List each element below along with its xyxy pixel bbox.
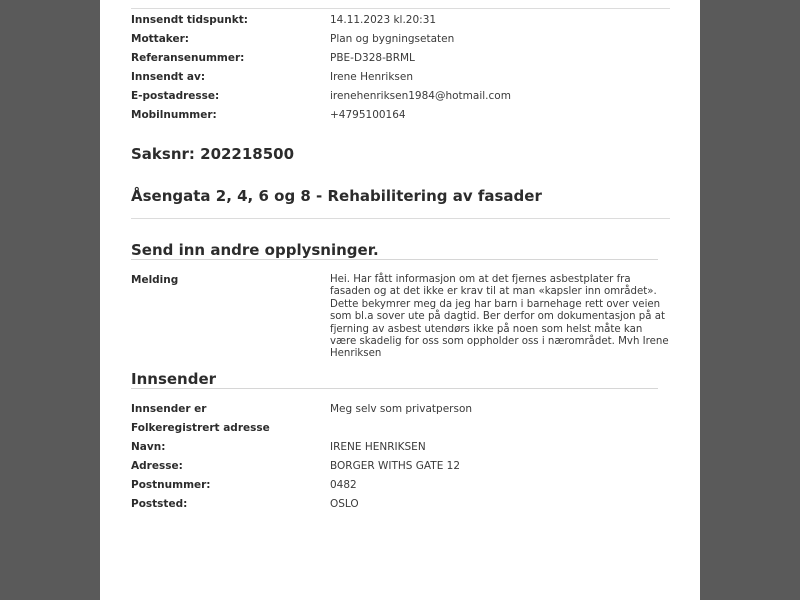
case-title: Åsengata 2, 4, 6 og 8 - Rehabilitering av fasader xyxy=(131,187,542,205)
section-title-sender: Innsender xyxy=(131,370,217,388)
meta-value: Irene Henriksen xyxy=(330,71,414,83)
meta-label: Referansenummer: xyxy=(131,52,245,64)
sender-label: Innsender er xyxy=(131,403,207,415)
section-underline xyxy=(131,259,658,260)
meta-value: 14.11.2023 kl.20:31 xyxy=(330,14,437,26)
meta-value: +4795100164 xyxy=(330,109,406,121)
sender-label: Postnummer: xyxy=(131,479,211,491)
top-divider xyxy=(131,8,670,9)
meta-label: Innsendt av: xyxy=(131,71,206,83)
meta-label: Mottaker: xyxy=(131,33,189,45)
case-number: Saksnr: 202218500 xyxy=(131,145,295,163)
message-label: Melding xyxy=(131,274,179,286)
sender-label: Navn: xyxy=(131,441,166,453)
meta-value: irenehenriksen1984@hotmail.com xyxy=(330,90,511,102)
sender-label: Adresse: xyxy=(131,460,183,472)
sender-label: Folkeregistrert adresse xyxy=(131,422,270,434)
section-title-other-info: Send inn andre opplysninger. xyxy=(131,241,379,259)
section-underline xyxy=(131,388,658,389)
meta-label: Mobilnummer: xyxy=(131,109,217,121)
sender-label: Poststed: xyxy=(131,498,188,510)
sender-value: 0482 xyxy=(330,479,357,491)
document-page xyxy=(100,0,700,600)
sender-value: OSLO xyxy=(330,498,359,510)
meta-value: Plan og bygningsetaten xyxy=(330,33,455,45)
meta-label: Innsendt tidspunkt: xyxy=(131,14,248,26)
sender-value: BORGER WITHS GATE 12 xyxy=(330,460,461,472)
meta-value: PBE-D328-BRML xyxy=(330,52,415,64)
meta-label: E-postadresse: xyxy=(131,90,220,102)
message-text: Hei. Har fått informasjon om at det fjernes asbestplater fra fasaden og at det ikke er krav til at man «kapsler inn området». Dette bekymrer meg da jeg har barn i barnehage rett over veien som bl.a sover ute på dagtid. Ber derfor om dokumentasjon på at fjerning av asbest utendørs ikke på noen som helst måte kan være skadelig for oss som oppholder oss i nærområdet. Mvh Irene Henriksen xyxy=(330,274,669,360)
divider xyxy=(131,218,670,219)
sender-value: IRENE HENRIKSEN xyxy=(330,441,426,453)
sender-value: Meg selv som privatperson xyxy=(330,403,473,415)
